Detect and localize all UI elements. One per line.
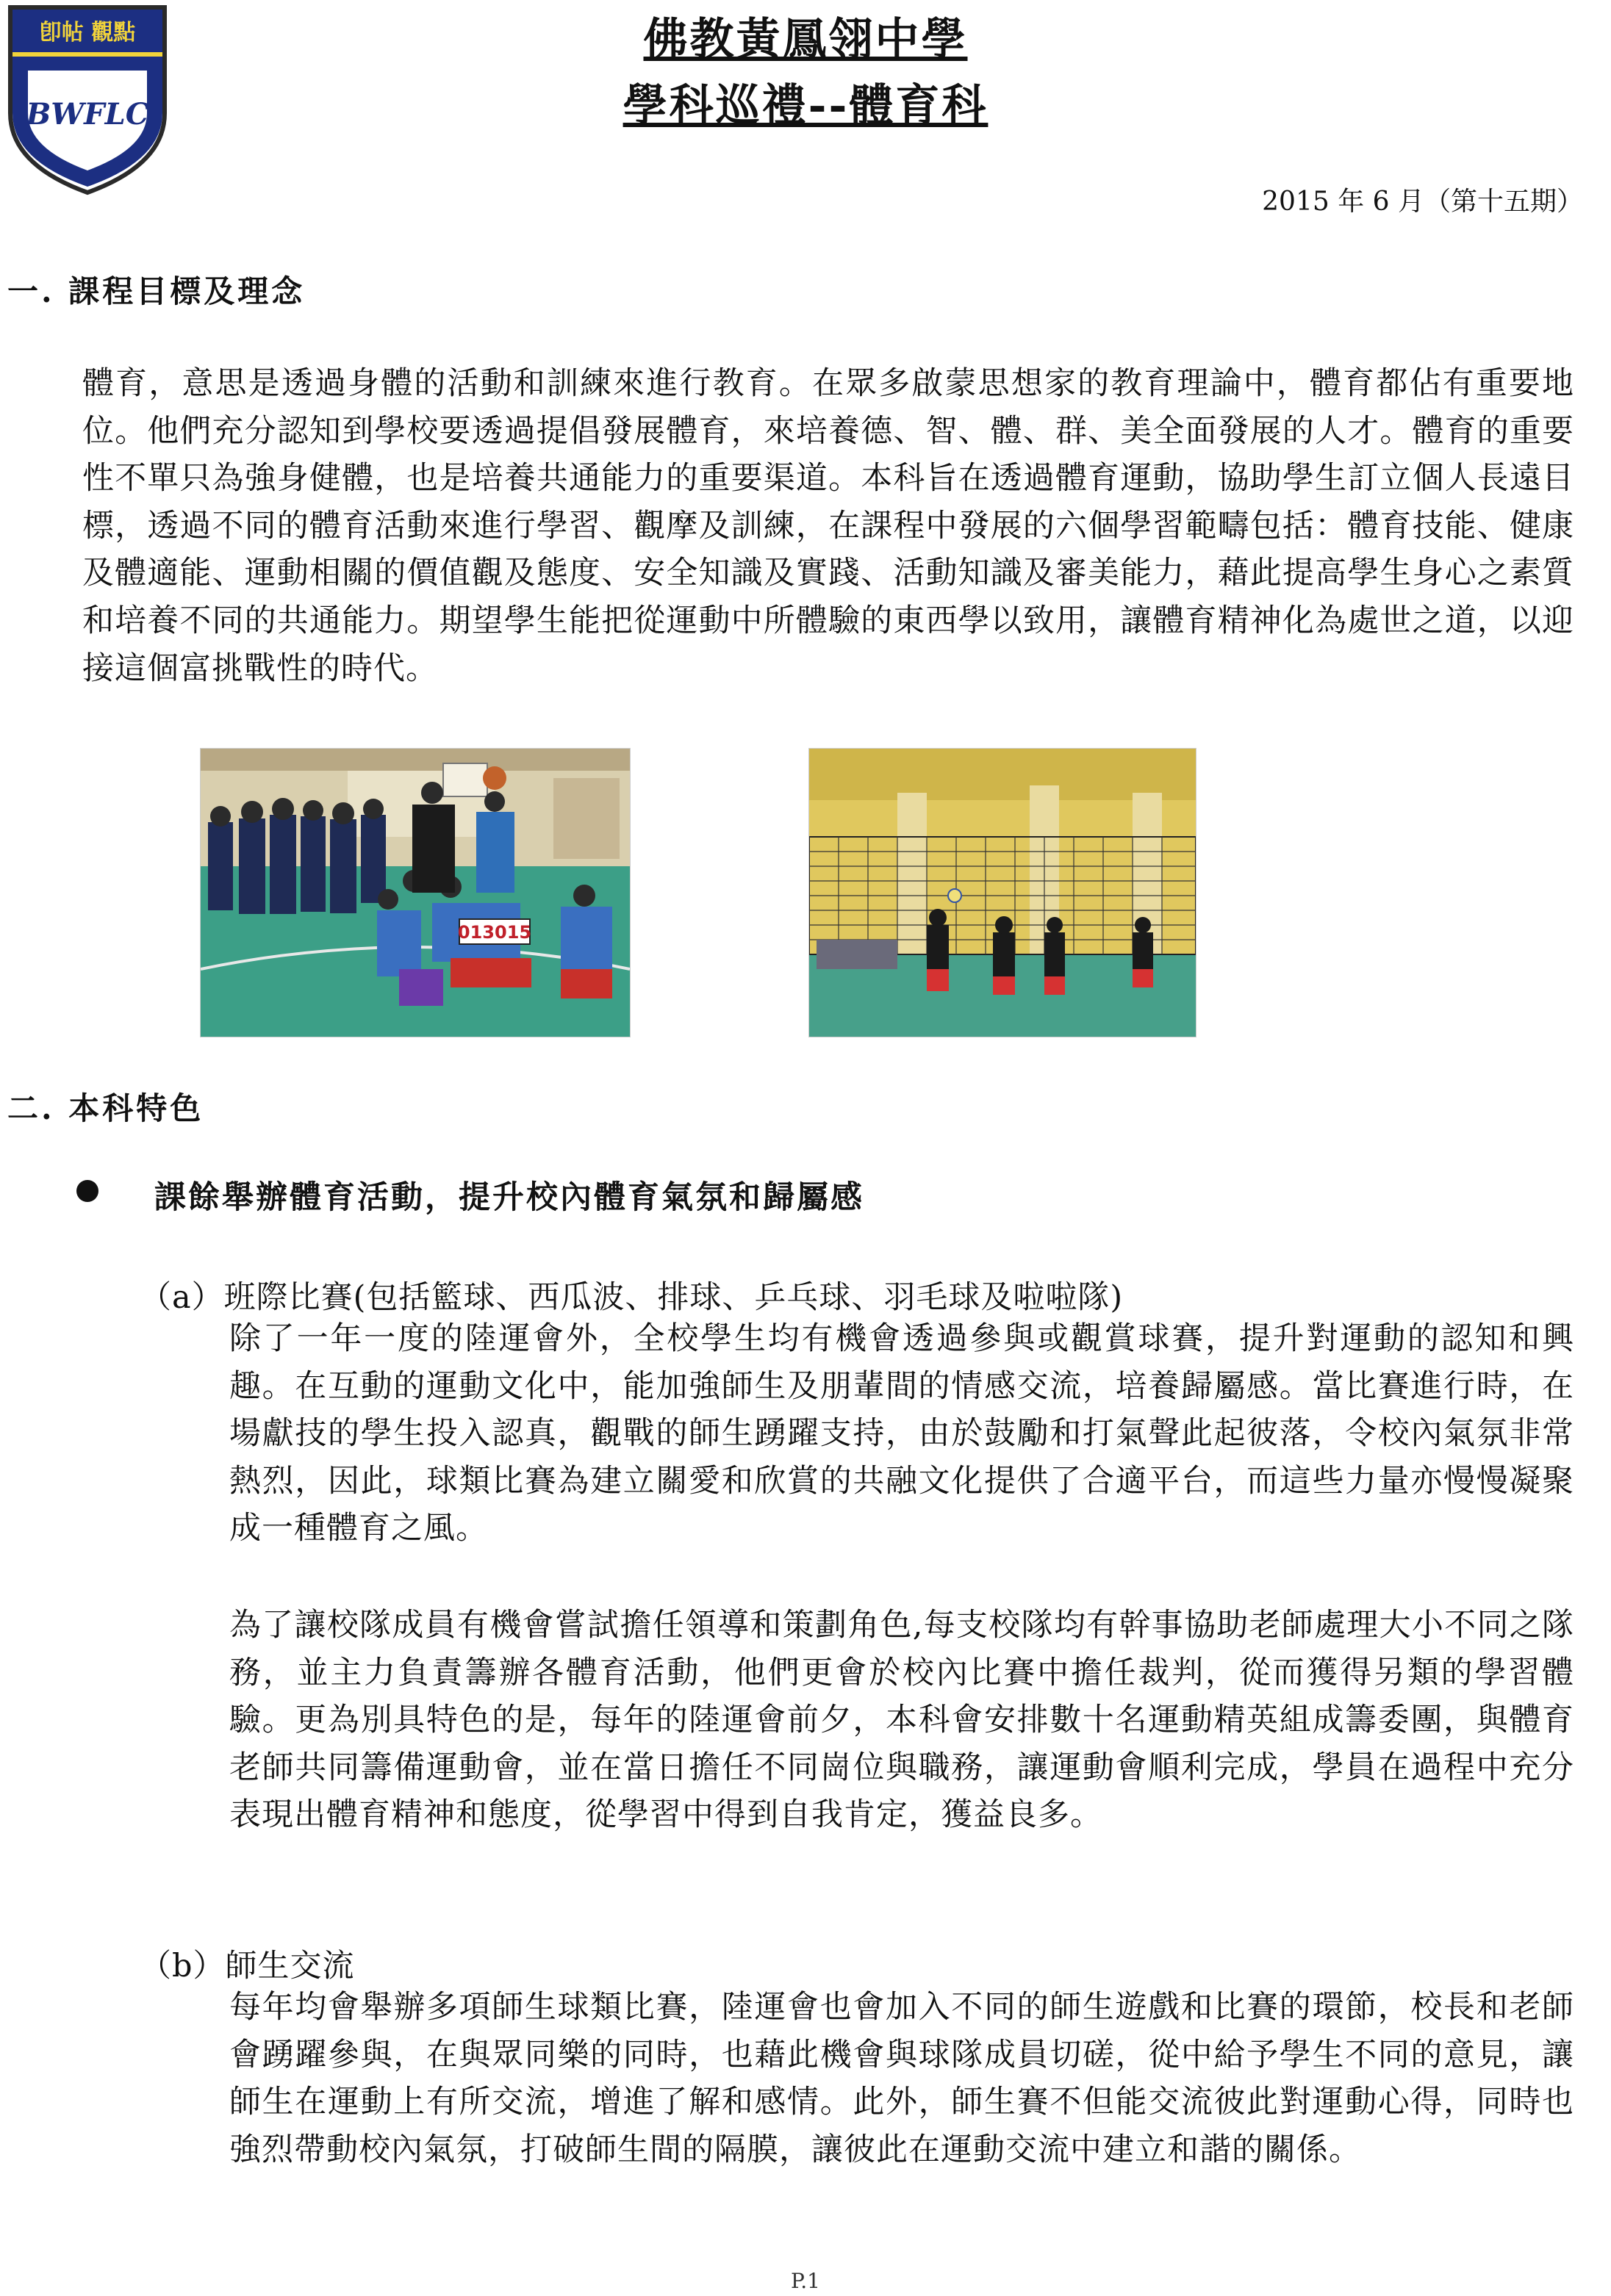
photo-team-group [200, 748, 631, 1037]
issue-date: 2015 年 6 月（第十五期） [1262, 187, 1583, 217]
school-name-title: 佛教黃鳳翎中學 [643, 14, 968, 65]
sub-heading-a: （a）班際比賽(包括籃球、西瓜波、排球、乒乓球、羽毛球及啦啦隊) [140, 1279, 1124, 1316]
crest-top-text: 卽帖 觀點 [39, 20, 136, 46]
sub-b-paragraph: 每年均會舉辦多項師生球類比賽，陸運會也會加入不同的師生遊戲和比賽的環節，校長和老師會踴躍參與，在與眾同樂的同時，也藉此機會與球隊成員切磋，從中給予學生不同的意見，讓師生在運動上有所交流，增進了解和感情。此外，師生賽不但能交流彼此對運動心得，同時也強烈帶動校內氣氛，打破師生間的隔膜，讓彼此在運動交流中建立和諧的關係。 [229, 1989, 1574, 2168]
sub-a-paragraph-2: 為了讓校隊成員有機會嘗試擔任領導和策劃角色,每支校隊均有幹事協助老師處理大小不同之隊務，並主力負責籌辦各體育活動，他們更會於校內比賽中擔任裁判，從而獲得另類的學習體驗。更為別具特色的是，每年的陸運會前夕，本科會安排數十名運動精英組成籌委團，與體育老師共同籌備運動會，並在當日擔任不同崗位與職務，讓運動會順利完成，學員在過程中充分表現出體育精神和態度，從學習中得到自我肯定，獲益良多。 [229, 1607, 1574, 1834]
section-heading-features: 二. 本科特色 [7, 1090, 204, 1126]
bullet-icon [76, 1180, 98, 1202]
crest-monogram: BWFLC [26, 97, 149, 132]
scoreboard-sign: 013015 [457, 922, 532, 943]
page-number: P.1 [791, 2269, 820, 2293]
bullet-heading: 課餘舉辦體育活動，提升校內體育氣氛和歸屬感 [154, 1179, 864, 1216]
intro-paragraph: 體育，意思是透過身體的活動和訓練來進行教育。在眾多啟蒙思想家的教育理論中，體育都佔有重要地位。他們充分認知到學校要透過提倡發展體育，來培養德、智、體、群、美全面發展的人才。體育的重要性不單只為強身健體，也是培養共通能力的重要渠道。本科旨在透過體育運動，協助學生訂立個人長遠目標，透過不同的體育活動來進行學習、觀摩及訓練，在課程中發展的六個學習範疇包括：體育技能、健康及體適能、運動相關的價值觀及態度、安全知識及實踐、活動知識及審美能力，藉此提高學生身心之素質和培養不同的共通能力。期望學生能把從運動中所體驗的東西學以致用，讓體育精神化為處世之道，以迎接這個富挑戰性的時代。 [82, 365, 1574, 687]
page-subtitle: 學科巡禮--體育科 [622, 80, 989, 132]
sub-a-paragraph-1: 除了一年一度的陸運會外，全校學生均有機會透過參與或觀賞球賽，提升對運動的認知和興趣。在互動的運動文化中，能加強師生及朋輩間的情感交流，培養歸屬感。當比賽進行時，在場獻技的學生投入認真，觀戰的師生踴躍支持，由於鼓勵和打氣聲此起彼落，令校內氣氛非常熱烈，因此，球類比賽為建立關愛和欣賞的共融文化提供了合適平台，而這些力量亦慢慢凝聚成一種體育之風。 [229, 1320, 1574, 1547]
sub-heading-b: （b）師生交流 [140, 1948, 355, 1984]
section-heading-goals: 一. 課程目標及理念 [7, 273, 306, 309]
photo-volleyball-game [808, 748, 1196, 1037]
